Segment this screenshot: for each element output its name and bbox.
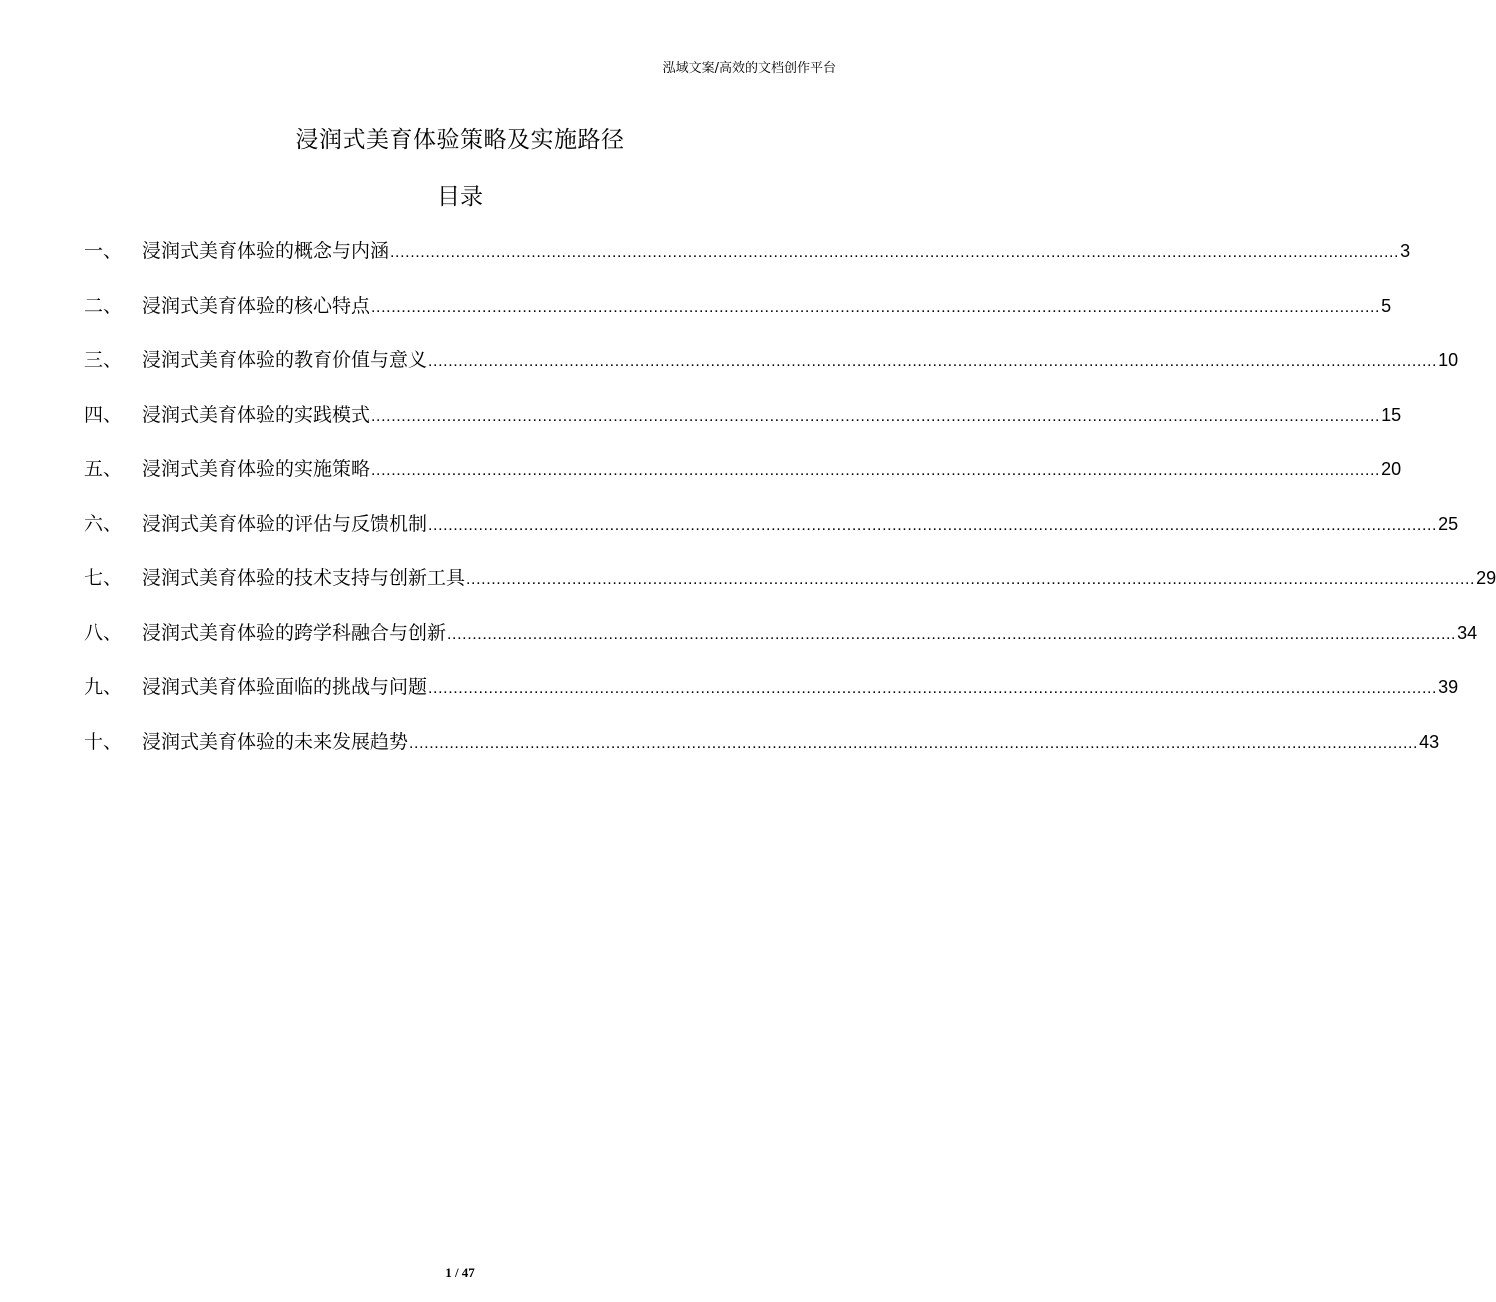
toc-entry-page-number: 15 — [1381, 404, 1402, 425]
toc-entry-number: 六、 — [84, 512, 123, 535]
toc-dot-leader: ........................................................................................................................................................................................................ — [428, 353, 1438, 370]
toc-entry-title: 浸润式美育体验面临的挑战与问题 — [142, 676, 428, 698]
toc-entry-number: 二、 — [84, 294, 123, 317]
header-brand-text: 泓域文案/高效的文档创作平台 — [662, 61, 836, 76]
toc-entry-number: 十、 — [84, 730, 123, 753]
toc-entry-number: 九、 — [84, 676, 123, 698]
toc-entry[interactable] — [84, 619, 1478, 674]
toc-entry-page-number: 3 — [1400, 241, 1411, 261]
toc-dot-leader: ........................................................................................................................................................................................................ — [428, 516, 1438, 534]
toc-entry-page-number: 34 — [1457, 622, 1478, 643]
toc-entry-page-number: 10 — [1438, 350, 1459, 370]
toc-entry-title: 浸润式美育体验的教育价值与意义 — [142, 349, 428, 371]
toc-entry-page-number: 39 — [1438, 677, 1459, 697]
toc-entry-title: 浸润式美育体验的实践模式 — [142, 403, 371, 426]
table-of-contents — [84, 237, 1496, 782]
toc-entry[interactable] — [84, 292, 1392, 347]
toc-entry[interactable] — [84, 346, 1459, 401]
toc-dot-leader: ........................................................................................................................................................................................................ — [390, 244, 1400, 261]
toc-dot-leader: ........................................................................................................................................................................................................ — [447, 625, 1457, 643]
toc-entry[interactable] — [84, 673, 1459, 728]
toc-entry-title: 浸润式美育体验的跨学科融合与创新 — [142, 621, 447, 644]
toc-dot-leader: ........................................................................................................................................................................................................ — [371, 462, 1381, 479]
toc-entry-title: 浸润式美育体验的核心特点 — [142, 294, 371, 317]
toc-entry-number: 八、 — [84, 621, 123, 644]
toc-entry-number: 四、 — [84, 403, 123, 426]
toc-entry-number: 七、 — [84, 567, 123, 589]
toc-dot-leader: ........................................................................................................................................................................................................ — [466, 571, 1476, 588]
toc-entry-title: 浸润式美育体验的评估与反馈机制 — [142, 512, 428, 535]
toc-entry-page-number: 43 — [1419, 731, 1440, 752]
toc-entry[interactable] — [84, 728, 1440, 783]
toc-entry-page-number: 5 — [1381, 295, 1392, 316]
toc-entry-number: 三、 — [84, 349, 123, 371]
toc-entry[interactable] — [84, 455, 1402, 510]
toc-dot-leader: ........................................................................................................................................................................................................ — [371, 407, 1381, 425]
toc-entry-title: 浸润式美育体验的未来发展趋势 — [142, 730, 409, 753]
toc-entry[interactable] — [84, 564, 1496, 619]
toc-dot-leader: ........................................................................................................................................................................................................ — [428, 680, 1438, 697]
document-title: 浸润式美育体验策略及实施路径 — [295, 127, 625, 153]
toc-entry-title: 浸润式美育体验的概念与内涵 — [142, 240, 390, 262]
toc-entry[interactable] — [84, 401, 1402, 456]
toc-dot-leader: ........................................................................................................................................................................................................ — [409, 734, 1419, 752]
toc-entry[interactable] — [84, 510, 1459, 565]
toc-entry-page-number: 29 — [1476, 568, 1496, 588]
toc-entry-number: 五、 — [84, 458, 123, 480]
toc-entry-title: 浸润式美育体验的技术支持与创新工具 — [142, 567, 466, 589]
toc-entry-number: 一、 — [84, 240, 123, 262]
toc-dot-leader: ........................................................................................................................................................................................................ — [371, 298, 1381, 316]
toc-entry-page-number: 20 — [1381, 459, 1402, 479]
page-number-footer: 1 / 47 — [445, 1265, 475, 1280]
toc-entry-title: 浸润式美育体验的实施策略 — [142, 458, 371, 480]
toc-heading: 目录 — [437, 184, 483, 210]
toc-entry[interactable] — [84, 237, 1411, 292]
toc-entry-page-number: 25 — [1438, 513, 1459, 534]
